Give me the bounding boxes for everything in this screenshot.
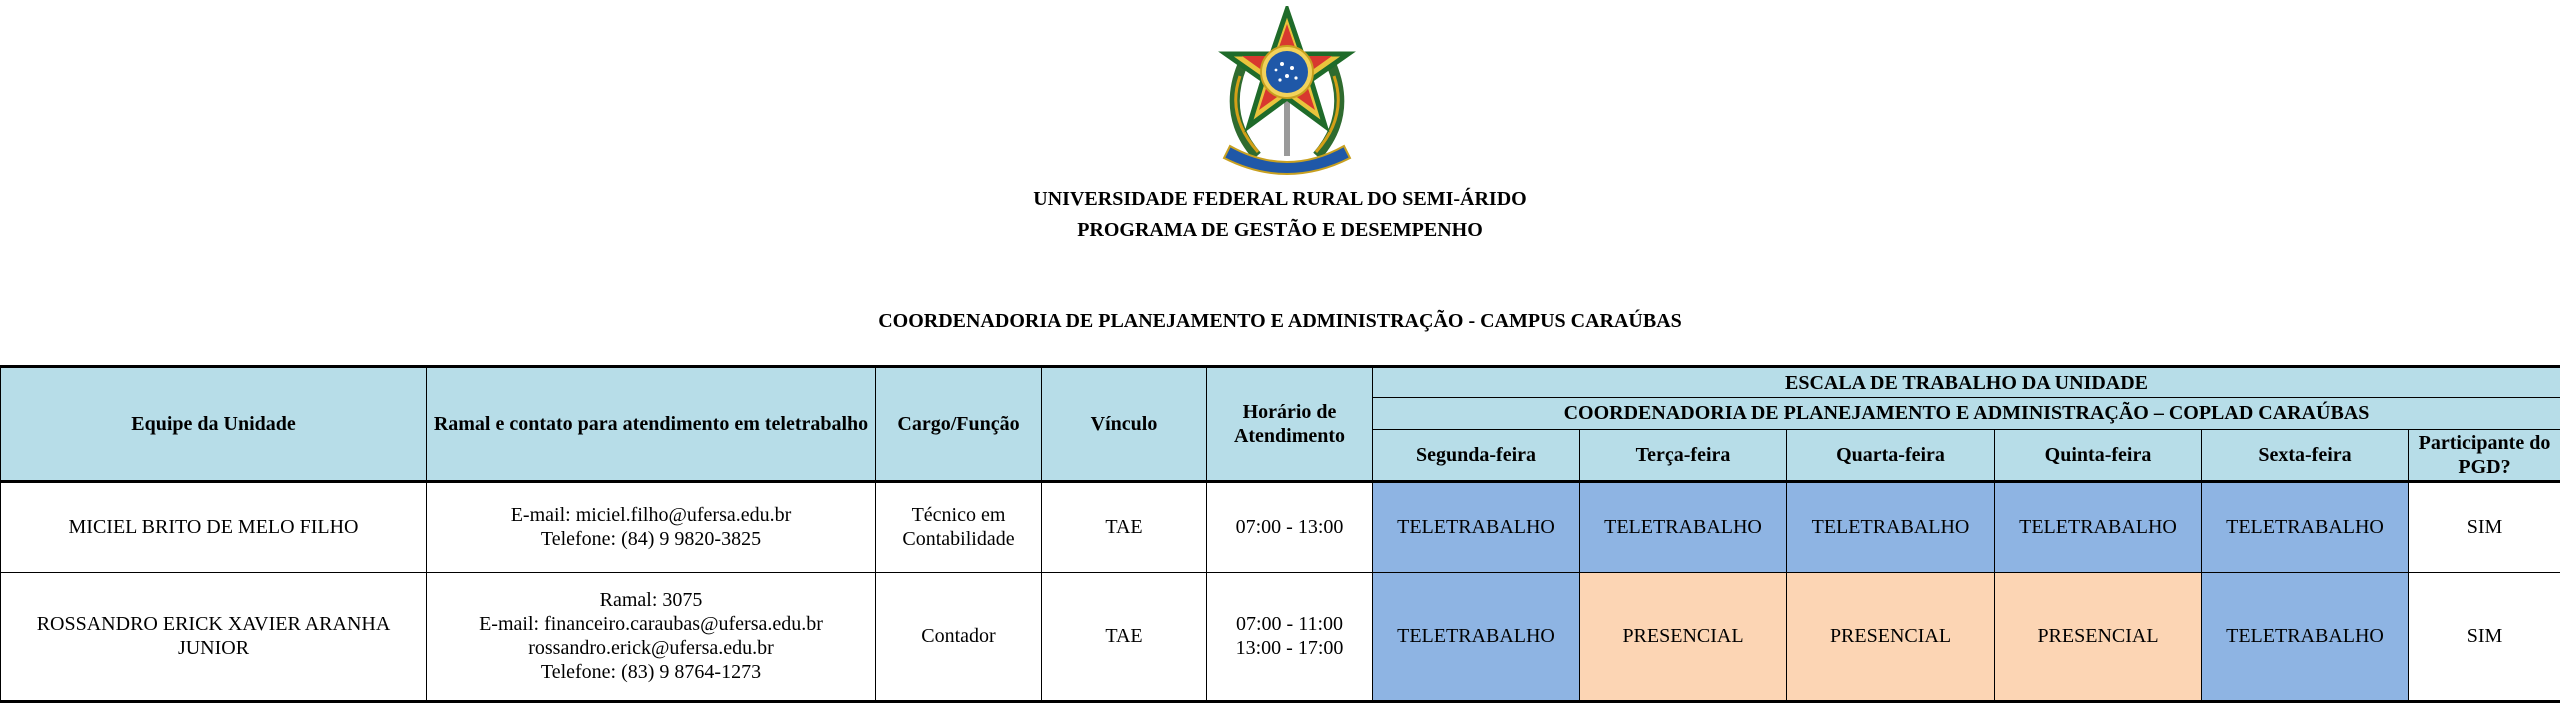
employee-name: ROSSANDRO ERICK XAVIER ARANHA JUNIOR	[1, 572, 427, 701]
contact-line: rossandro.erick@ufersa.edu.br	[528, 637, 774, 660]
table-row	[1, 482, 2560, 573]
hours-line: 07:00 - 11:00	[1235, 613, 1344, 636]
bond: TAE	[1042, 572, 1207, 701]
schedule-monday: TELETRABALHO	[1373, 482, 1580, 573]
hours-line: 07:00 - 13:00	[1235, 516, 1344, 539]
contact-info	[427, 572, 876, 701]
hours	[1207, 572, 1373, 701]
schedule-wednesday: PRESENCIAL	[1787, 572, 1995, 701]
role	[876, 482, 1042, 573]
role-line: Contabilidade	[902, 528, 1015, 551]
bond: TAE	[1042, 482, 1207, 573]
hours	[1207, 482, 1373, 573]
header-team: Equipe da Unidade	[1, 367, 427, 482]
contact-line: Telefone: (83) 9 8764-1273	[540, 661, 762, 684]
header-contact: Ramal e contato para atendimento em teletrabalho	[427, 367, 876, 482]
role-line: Contador	[921, 625, 996, 648]
university-title: UNIVERSIDADE FEDERAL RURAL DO SEMI-ÁRIDO	[1033, 188, 1527, 210]
pgd-participant: SIM	[2409, 482, 2560, 573]
department-title: COORDENADORIA DE PLANEJAMENTO E ADMINISTRAÇÃO - CAMPUS CARAÚBAS	[878, 310, 1682, 332]
table-row	[1, 572, 2560, 701]
header-day-wednesday: Quarta-feira	[1787, 429, 1995, 481]
header-role: Cargo/Função	[876, 367, 1042, 482]
role-line: Técnico em	[911, 504, 1006, 527]
schedule-thursday: TELETRABALHO	[1995, 482, 2202, 573]
header-hours: Horário de Atendimento	[1207, 367, 1373, 482]
employee-name: MICIEL BRITO DE MELO FILHO	[1, 482, 427, 573]
contact-info	[427, 482, 876, 573]
header-bond: Vínculo	[1042, 367, 1207, 482]
header-day-thursday: Quinta-feira	[1995, 429, 2202, 481]
schedule-thursday: PRESENCIAL	[1995, 572, 2202, 701]
header-day-friday: Sexta-feira	[2202, 429, 2409, 481]
schedule-subtitle: COORDENADORIA DE PLANEJAMENTO E ADMINISTRAÇÃO – COPLAD CARAÚBAS	[1373, 398, 2560, 429]
schedule-title: ESCALA DE TRABALHO DA UNIDADE	[1373, 367, 2560, 398]
contact-line: E-mail: financeiro.caraubas@ufersa.edu.br	[479, 613, 823, 636]
header-participant: Participante do PGD?	[2409, 429, 2560, 481]
schedule-friday: TELETRABALHO	[2202, 482, 2409, 573]
schedule-friday: TELETRABALHO	[2202, 572, 2409, 701]
contact-line: E-mail: miciel.filho@ufersa.edu.br	[510, 504, 792, 527]
contact-line: Ramal: 3075	[599, 589, 703, 612]
contact-line: Telefone: (84) 9 9820-3825	[540, 528, 762, 551]
pgd-participant: SIM	[2409, 572, 2560, 701]
schedule-tuesday: TELETRABALHO	[1580, 482, 1787, 573]
header-day-tuesday: Terça-feira	[1580, 429, 1787, 481]
schedule-monday: TELETRABALHO	[1373, 572, 1580, 701]
coat-of-arms-icon	[1212, 6, 1362, 178]
role	[876, 572, 1042, 701]
header-day-monday: Segunda-feira	[1373, 429, 1580, 481]
schedule-wednesday: TELETRABALHO	[1787, 482, 1995, 573]
program-title: PROGRAMA DE GESTÃO E DESEMPENHO	[1077, 219, 1483, 241]
schedule-tuesday: PRESENCIAL	[1580, 572, 1787, 701]
work-schedule-table	[0, 365, 2560, 703]
hours-line: 13:00 - 17:00	[1235, 637, 1344, 660]
